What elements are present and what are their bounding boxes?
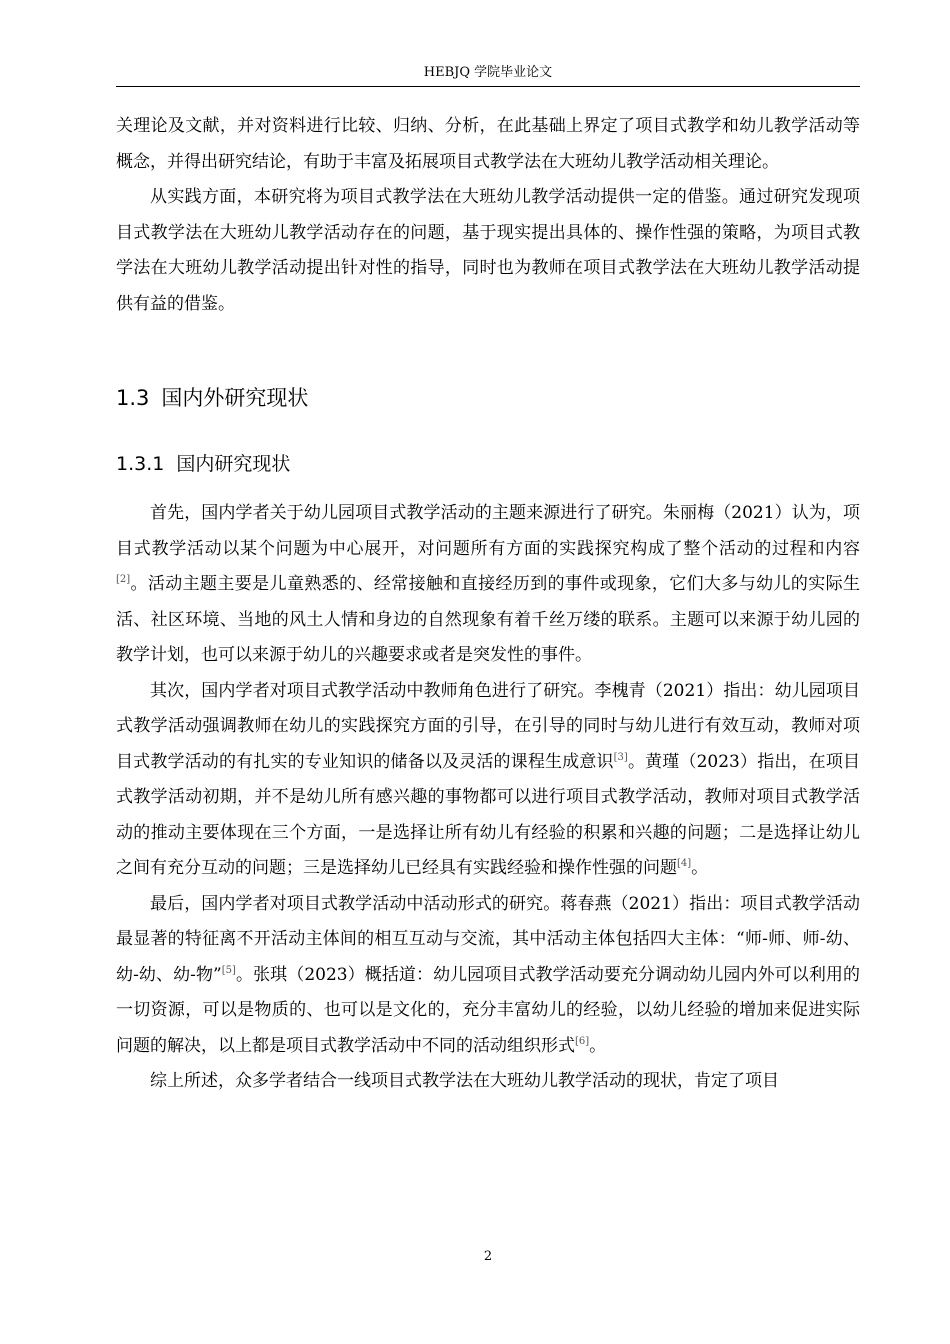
section-heading	[116, 384, 308, 412]
paragraph-1: 关理论及文献，并对资料进行比较、归纳、分析，在此基础上界定了项目式教学和幼儿教学活动等概念，并得出研究结论，有助于丰富及拓展项目式教学法在大班幼儿教学活动相关理论。	[116, 116, 860, 172]
header-divider	[116, 86, 860, 87]
paragraph-3	[116, 496, 860, 674]
paragraph-5-text-a: 最后，国内学者对项目式教学活动中活动形式的研究。蒋春燕（2021）指出：项目式教学活动最显著的特征离不开活动主体间的相互互动与交流，其中活动主体包括四大主体：“师-师、师-幼、幼-幼、幼-物”	[116, 893, 860, 985]
section-title: 国内外研究现状	[161, 386, 309, 410]
citation-2: [2]	[116, 574, 131, 585]
subsection-heading	[116, 451, 290, 477]
paragraph-4-text-b: 。黄瑾（2023）指出，在项目式教学活动初期，并不是幼儿所有感兴趣的事物都可以进行项目式教学活动，教师对项目式教学活动的推动主要体现在三个方面，一是选择让所有幼儿有经验的积累和兴趣的问题；二是选择让幼儿之间有充分互动的问题；三是选择幼儿已经具有实践经验和操作性强的问题	[116, 751, 860, 878]
citation-6: [6]	[575, 1035, 590, 1047]
paragraph-3-text-a: 首先，国内学者关于幼儿园项目式教学活动的主题来源进行了研究。朱丽梅（2021）认为，项目式教学活动以某个问题为中心展开，对问题所有方面的实践探究构成了整个活动的过程和内容	[116, 503, 860, 559]
citation-4: [4]	[677, 858, 692, 869]
paragraph-4	[116, 674, 860, 887]
paragraph-4-text-c: 。	[691, 858, 709, 878]
subsection-number: 1.3.1	[116, 453, 165, 475]
running-header: HEBJQ 学院毕业论文	[423, 65, 553, 80]
paragraph-5	[116, 887, 860, 1065]
subsection-title: 国内研究现状	[176, 453, 291, 475]
intro-text	[116, 109, 860, 322]
citation-3: [3]	[613, 751, 628, 763]
paragraph-5-text-c: 。	[589, 1035, 607, 1056]
paragraph-4-text-a: 其次，国内学者对项目式教学活动中教师角色进行了研究。李槐青（2021）指出：幼儿园项目式教学活动强调教师在幼儿的实践探究方面的引导，在引导的同时与幼儿进行有效互动，教师对项目式教学活动的有扎实的专业知识的储备以及灵活的课程生成意识	[116, 680, 860, 772]
paragraph-2: 从实践方面，本研究将为项目式教学法在大班幼儿教学活动提供一定的借鉴。通过研究发现项目式教学法在大班幼儿教学活动存在的问题，基于现实提出具体的、操作性强的策略，为项目式教学法在大班幼儿教学活动提出针对性的指导，同时也为教师在项目式教学法在大班幼儿教学活动提供有益的借鉴。	[116, 187, 860, 314]
main-text	[116, 496, 860, 1100]
paragraph-5-text-b: 。张琪（2023）概括道：幼儿园项目式教学活动要充分调动幼儿园内外可以利用的一切资源，可以是物质的、也可以是文化的，充分丰富幼儿的经验，以幼儿经验的增加来促进实际问题的解决，以上都是项目式教学活动中不同的活动组织形式	[116, 964, 860, 1056]
citation-5: [5]	[221, 964, 236, 976]
page-number: 2	[483, 1249, 493, 1264]
section-number: 1.3	[116, 386, 150, 410]
paragraph-6: 综上所述，众多学者结合一线项目式教学法在大班幼儿教学活动的现状，肯定了项目	[150, 1071, 779, 1091]
paragraph-3-text-b: 。活动主题主要是儿童熟悉的、经常接触和直接经历到的事件或现象，它们大多与幼儿的实际生活、社区环境、当地的风土人情和身边的自然现象有着千丝万缕的联系。主题可以来源于幼儿园的教学计划，也可以来源于幼儿的兴趣要求或者是突发性的事件。	[116, 574, 860, 665]
